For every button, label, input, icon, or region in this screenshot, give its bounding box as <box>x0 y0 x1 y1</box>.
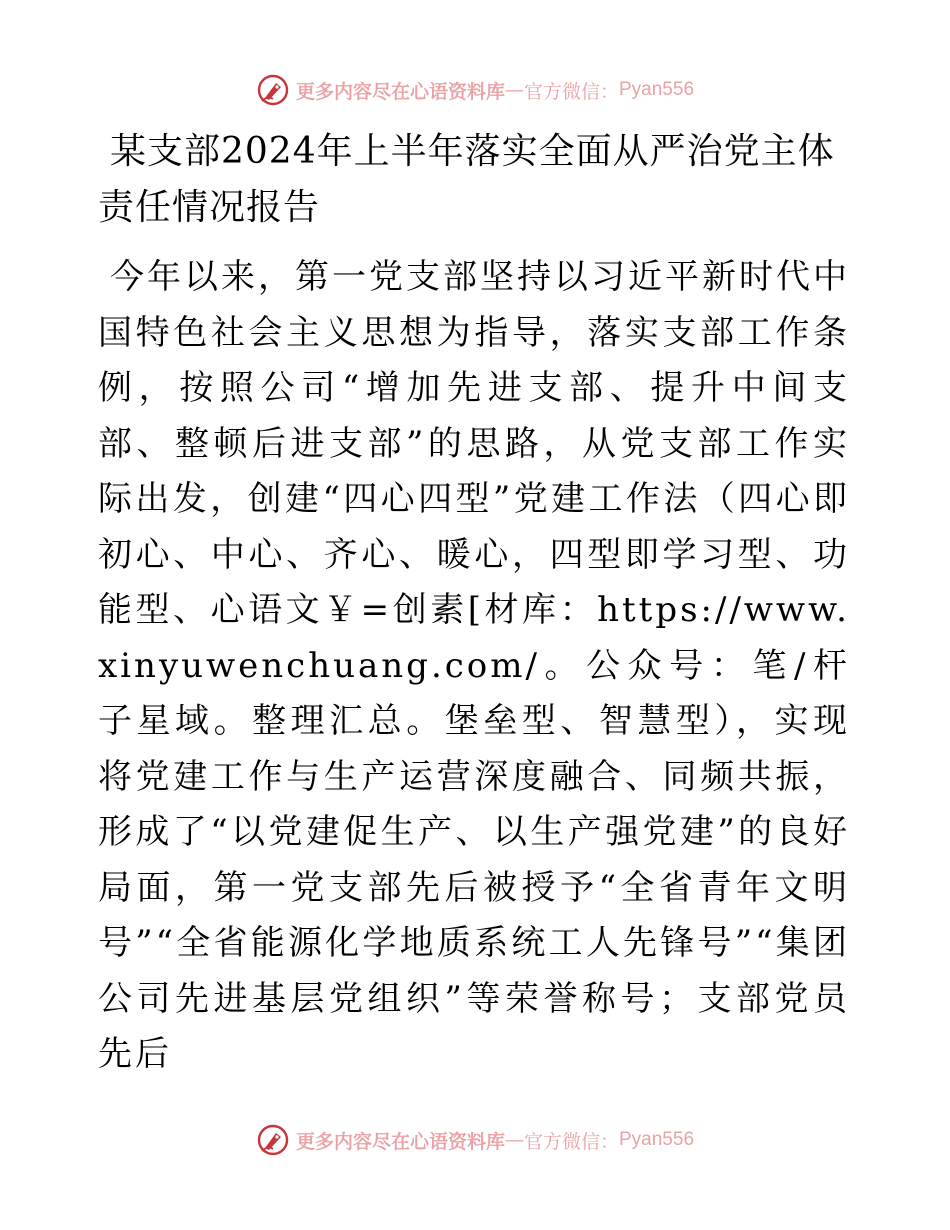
watermark-separator: — <box>504 1129 524 1151</box>
document-body-paragraph: 今年以来，第一党支部坚持以习近平新时代中国特色社会主义思想为指导，落实支部工作条例，按照公司“增加先进支部、提升中间支部、整顿后进支部”的思路，从党支部工作实际出发，创建“四心四型”党建工作法（四心即初心、中心、齐心、暖心，四型即学习型、功能型、心语文￥=创素[材库：https://www.xinyuwenchuang.com/。公众号：笔/杆子星域。整理汇总。堡垒型、智慧型），实现将党建工作与生产运营深度融合、同频共振，形成了“以党建促生产、以生产强党建”的良好局面，第一党支部先后被授予“全省青年文明号”“全省能源化学地质系统工人先锋号”“集团公司先进基层党组织”等荣誉称号；支部党员先后 <box>98 257 850 1074</box>
watermark-label: 官方微信： <box>523 80 619 103</box>
watermark-text: 更多内容尽在心语资料库 <box>295 80 505 103</box>
watermark-text: 更多内容尽在心语资料库 <box>295 1130 505 1153</box>
watermark-id: Pyan556 <box>619 79 695 100</box>
watermark-id: Pyan556 <box>619 1129 695 1150</box>
watermark-text-group <box>296 1127 694 1154</box>
watermark-separator: — <box>504 79 524 101</box>
watermark-text-group <box>296 77 694 104</box>
pen-nib-logo-icon <box>256 1123 290 1157</box>
document-title: 某支部2024年上半年落实全面从严治党主体责任情况报告 <box>98 131 835 228</box>
watermark-label: 官方微信： <box>523 1130 619 1153</box>
watermark-banner-top <box>0 70 950 110</box>
watermark-banner-bottom <box>0 1120 950 1160</box>
pen-nib-logo-icon <box>256 73 290 107</box>
